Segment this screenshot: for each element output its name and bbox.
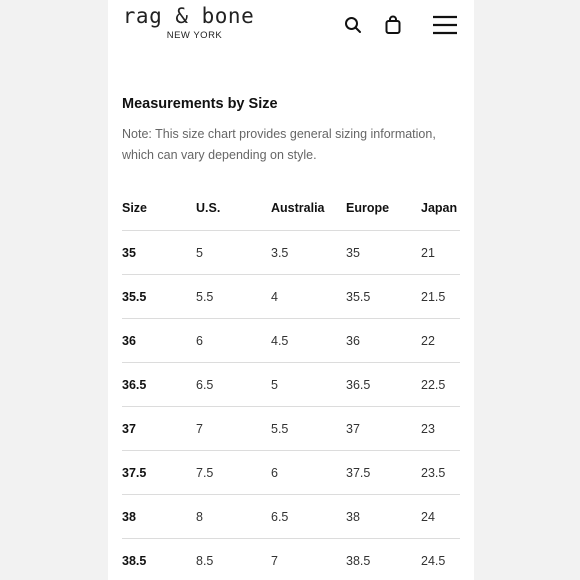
- hamburger-menu-icon: [432, 14, 458, 36]
- cell-size: 38.5: [122, 539, 196, 580]
- shopping-bag-icon: [384, 15, 402, 35]
- cell-size: 38: [122, 495, 196, 539]
- cell-size: 36: [122, 319, 196, 363]
- cell-size: 37: [122, 407, 196, 451]
- cell-us: 6.5: [196, 363, 271, 407]
- cell-europe: 35.5: [346, 275, 421, 319]
- site-header: [108, 0, 474, 52]
- sizing-note: Note: This size chart provides general sizing information, which can vary depending on style.: [122, 127, 436, 162]
- table-row: [122, 539, 460, 580]
- cell-size: 36.5: [122, 363, 196, 407]
- table-row: [122, 231, 460, 275]
- cell-europe: 38: [346, 495, 421, 539]
- cell-australia: 5.5: [271, 407, 346, 451]
- column-header-australia: Australia: [271, 186, 346, 231]
- cell-japan: 22.5: [421, 363, 460, 407]
- cell-europe: 35: [346, 231, 421, 275]
- search-button[interactable]: [340, 12, 366, 38]
- column-header-size: Size: [122, 186, 196, 231]
- search-icon: [344, 16, 362, 34]
- cell-japan: 21.5: [421, 275, 460, 319]
- menu-button[interactable]: [430, 10, 460, 40]
- cell-australia: 5: [271, 363, 346, 407]
- cell-japan: 24: [421, 495, 460, 539]
- brand-location: NEW YORK: [166, 30, 223, 41]
- column-header-europe: Europe: [346, 186, 421, 231]
- table-row: [122, 319, 460, 363]
- cell-japan: 23: [421, 407, 460, 451]
- cell-us: 8: [196, 495, 271, 539]
- size-chart-page: [108, 0, 474, 580]
- size-table: [122, 186, 460, 580]
- cell-us: 5: [196, 231, 271, 275]
- cell-us: 5.5: [196, 275, 271, 319]
- table-header-row: [122, 186, 460, 231]
- cell-us: 6: [196, 319, 271, 363]
- table-row: [122, 407, 460, 451]
- cell-europe: 37: [346, 407, 421, 451]
- cell-australia: 6: [271, 451, 346, 495]
- section-title: Measurements by Size: [122, 96, 278, 112]
- cell-australia: 4.5: [271, 319, 346, 363]
- size-chart-section: [122, 92, 462, 580]
- cell-us: 7.5: [196, 451, 271, 495]
- column-header-japan: Japan: [421, 186, 460, 231]
- shopping-bag-button[interactable]: [380, 12, 406, 38]
- cell-japan: 21: [421, 231, 460, 275]
- cell-japan: 23.5: [421, 451, 460, 495]
- cell-japan: 24.5: [421, 539, 460, 580]
- cell-europe: 36.5: [346, 363, 421, 407]
- cell-australia: 7: [271, 539, 346, 580]
- cell-europe: 37.5: [346, 451, 421, 495]
- cell-australia: 3.5: [271, 231, 346, 275]
- cell-us: 8.5: [196, 539, 271, 580]
- cell-europe: 36: [346, 319, 421, 363]
- cell-europe: 38.5: [346, 539, 421, 580]
- cell-size: 37.5: [122, 451, 196, 495]
- table-row: [122, 451, 460, 495]
- cell-japan: 22: [421, 319, 460, 363]
- cell-australia: 4: [271, 275, 346, 319]
- column-header-us: U.S.: [196, 186, 271, 231]
- brand-name: rag & bone: [122, 4, 255, 28]
- table-row: [122, 275, 460, 319]
- table-row: [122, 495, 460, 539]
- cell-us: 7: [196, 407, 271, 451]
- cell-australia: 6.5: [271, 495, 346, 539]
- brand-logo[interactable]: [116, 4, 261, 42]
- cell-size: 35: [122, 231, 196, 275]
- table-row: [122, 363, 460, 407]
- cell-size: 35.5: [122, 275, 196, 319]
